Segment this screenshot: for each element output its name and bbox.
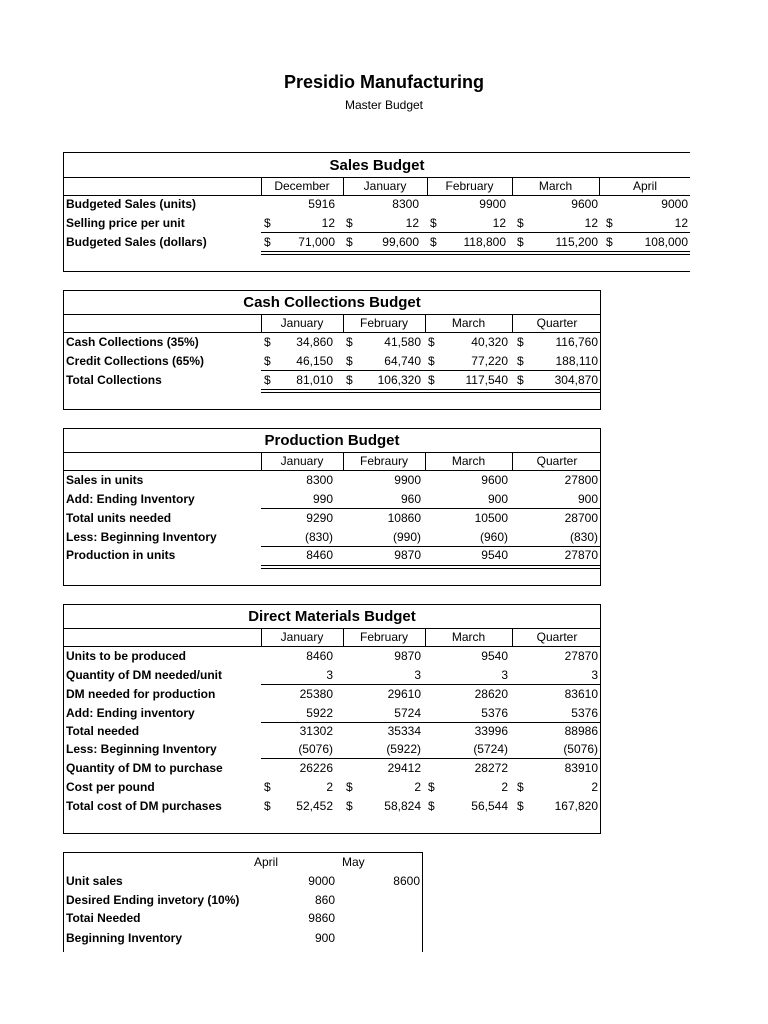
cell: 9860 (308, 911, 335, 925)
cell: 64,740 (384, 354, 421, 368)
row-label: DM needed for production (66, 687, 216, 701)
dollar-sign: $ (346, 335, 353, 349)
col-header: March (538, 179, 573, 193)
row-label: Less: Beginning Inventory (66, 530, 217, 544)
cell: 860 (314, 893, 335, 907)
cell: 9000 (661, 197, 688, 211)
row-label: Desired Ending invetory (10%) (66, 893, 240, 907)
cell: 117,540 (465, 373, 508, 387)
cell: 10860 (387, 511, 421, 525)
row-label: Production in units (66, 548, 176, 562)
cell: 5916 (308, 197, 335, 211)
row-label: Cash Collections (35%) (66, 335, 199, 349)
col-header: December (274, 179, 330, 193)
cell: (830) (569, 530, 598, 544)
col-header: May (342, 855, 365, 869)
cell: 2 (591, 780, 598, 794)
cell: 8300 (392, 197, 419, 211)
dollar-sign: $ (517, 235, 524, 249)
production-budget-title: Production Budget (264, 432, 400, 449)
cell: 28620 (474, 687, 508, 701)
row-label: Total cost of DM purchases (66, 799, 222, 813)
cell: 5922 (306, 706, 333, 720)
cell: 81,010 (296, 373, 333, 387)
sales-budget-title: Sales Budget (329, 157, 425, 174)
cell: 990 (312, 492, 333, 506)
cell: 25380 (299, 687, 333, 701)
sales-budget-table (63, 152, 690, 272)
row-label: Cost per pound (66, 780, 155, 794)
cell: 58,824 (384, 799, 421, 813)
cell: 12 (674, 216, 688, 230)
cell: 27800 (564, 473, 598, 487)
cell: 3 (326, 668, 333, 682)
cell: 71,000 (298, 235, 335, 249)
cell: 2 (501, 780, 508, 794)
cell: 41,580 (384, 335, 421, 349)
cell: (990) (392, 530, 421, 544)
cell: 40,320 (471, 335, 508, 349)
cell: 12 (584, 216, 598, 230)
cell: (830) (304, 530, 333, 544)
row-label: Total needed (66, 724, 140, 738)
cell: 5376 (571, 706, 598, 720)
cell: 88986 (564, 724, 598, 738)
cell: 900 (577, 492, 598, 506)
dollar-sign: $ (264, 373, 271, 387)
col-header: January (363, 179, 407, 193)
dollar-sign: $ (264, 799, 271, 813)
col-header: Quarter (536, 630, 578, 644)
cell: 83910 (564, 761, 598, 775)
cell: 83610 (564, 687, 598, 701)
cell: 29610 (387, 687, 421, 701)
cell: 34,860 (296, 335, 333, 349)
cell: 106,320 (377, 373, 421, 387)
cell: 9290 (306, 511, 333, 525)
dm-budget-title: Direct Materials Budget (248, 608, 416, 625)
dollar-sign: $ (428, 335, 435, 349)
dollar-sign: $ (346, 216, 353, 230)
cell: 33996 (474, 724, 508, 738)
row-label: Beginning Inventory (66, 931, 183, 945)
cell: 28700 (564, 511, 598, 525)
col-header: January (280, 630, 324, 644)
cell: 12 (321, 216, 335, 230)
col-header: Quarter (536, 316, 578, 330)
direct-materials-table (63, 604, 601, 834)
cell: 27870 (564, 649, 598, 663)
production-budget-table (63, 428, 601, 586)
page-subtitle: Master Budget (344, 98, 424, 112)
cell: 9000 (308, 874, 335, 888)
col-header: March (451, 316, 486, 330)
cell: 9600 (481, 473, 508, 487)
row-label: Total units needed (66, 511, 172, 525)
cell: 9870 (394, 548, 421, 562)
dollar-sign: $ (264, 235, 271, 249)
cash-collections-table (63, 290, 601, 410)
cell: 304,870 (554, 373, 598, 387)
cell: 960 (400, 492, 421, 506)
cell: 188,110 (555, 354, 598, 368)
row-label: Unit sales (66, 874, 123, 888)
cell: 28272 (474, 761, 508, 775)
dollar-sign: $ (428, 799, 435, 813)
cell: 26226 (299, 761, 333, 775)
dollar-sign: $ (346, 235, 353, 249)
row-label: Add: Ending Inventory (66, 492, 195, 506)
dollar-sign: $ (517, 799, 524, 813)
cell: 5376 (481, 706, 508, 720)
cell: 900 (487, 492, 508, 506)
inventory-calc-table (63, 852, 423, 952)
cell: 9540 (481, 649, 508, 663)
row-label: Totai Needed (66, 911, 141, 925)
dollar-sign: $ (346, 799, 353, 813)
cell: 9870 (394, 649, 421, 663)
cell: (5076) (298, 742, 333, 756)
col-header: January (280, 454, 324, 468)
cell: 8460 (306, 548, 333, 562)
cell: 9900 (394, 473, 421, 487)
dollar-sign: $ (430, 235, 437, 249)
row-label: Sales in units (66, 473, 144, 487)
cell: 118,800 (463, 235, 506, 249)
cell: 29412 (387, 761, 421, 775)
row-label: Units to be produced (66, 649, 186, 663)
cell: 108,000 (644, 235, 688, 249)
dollar-sign: $ (346, 780, 353, 794)
dollar-sign: $ (517, 335, 524, 349)
dollar-sign: $ (430, 216, 437, 230)
row-label: Less: Beginning Inventory (66, 742, 217, 756)
dollar-sign: $ (428, 373, 435, 387)
dollar-sign: $ (428, 354, 435, 368)
col-header: April (632, 179, 657, 193)
cell: 2 (414, 780, 421, 794)
dollar-sign: $ (428, 780, 435, 794)
cell: 9540 (481, 548, 508, 562)
cell: (5076) (563, 742, 598, 756)
cell: 9600 (571, 197, 598, 211)
dollar-sign: $ (517, 780, 524, 794)
cell: (5724) (473, 742, 508, 756)
cell: 167,820 (554, 799, 598, 813)
cell: 116,760 (555, 335, 598, 349)
cell: 5724 (394, 706, 421, 720)
cell: 8600 (393, 874, 420, 888)
col-header: March (451, 630, 486, 644)
cell: 10500 (474, 511, 508, 525)
row-label: Selling price per unit (66, 216, 185, 230)
cash-budget-title: Cash Collections Budget (243, 294, 421, 311)
cell: 56,544 (471, 799, 508, 813)
cell: 3 (591, 668, 598, 682)
cell: 46,150 (296, 354, 333, 368)
row-label: Quantity of DM to purchase (66, 761, 223, 775)
cell: 3 (414, 668, 421, 682)
col-header: Febraury (359, 454, 409, 468)
dollar-sign: $ (346, 373, 353, 387)
cell: 52,452 (296, 799, 333, 813)
row-label: Total Collections (66, 373, 162, 387)
row-label: Budgeted Sales (units) (66, 197, 197, 211)
dollar-sign: $ (264, 216, 271, 230)
cell: 12 (492, 216, 506, 230)
cell: 8460 (306, 649, 333, 663)
cell: (960) (479, 530, 508, 544)
cell: 35334 (387, 724, 421, 738)
cell: 900 (314, 931, 335, 945)
cell: 2 (326, 780, 333, 794)
dollar-sign: $ (517, 354, 524, 368)
row-label: Budgeted Sales (dollars) (66, 235, 207, 249)
cell: 99,600 (382, 235, 419, 249)
cell: 12 (405, 216, 419, 230)
dollar-sign: $ (606, 216, 613, 230)
cell: 8300 (306, 473, 333, 487)
cell: 115,200 (555, 235, 598, 249)
dollar-sign: $ (264, 354, 271, 368)
cell: 77,220 (471, 354, 508, 368)
row-label: Add: Ending inventory (66, 706, 195, 720)
dollar-sign: $ (346, 354, 353, 368)
cell: 3 (501, 668, 508, 682)
col-header: January (280, 316, 324, 330)
company-title: Presidio Manufacturing (283, 72, 485, 92)
dollar-sign: $ (264, 780, 271, 794)
dollar-sign: $ (264, 335, 271, 349)
row-label: Quantity of DM needed/unit (66, 668, 222, 682)
col-header: February (359, 316, 409, 330)
cell: 9900 (479, 197, 506, 211)
col-header: Quarter (536, 454, 578, 468)
cell: 27870 (564, 548, 598, 562)
col-header: April (254, 855, 279, 869)
col-header: March (451, 454, 486, 468)
dollar-sign: $ (517, 373, 524, 387)
col-header: February (359, 630, 409, 644)
dollar-sign: $ (517, 216, 524, 230)
col-header: February (445, 179, 494, 193)
cell: 31302 (299, 724, 333, 738)
cell: (5922) (386, 742, 421, 756)
row-label: Credit Collections (65%) (66, 354, 205, 368)
dollar-sign: $ (606, 235, 613, 249)
